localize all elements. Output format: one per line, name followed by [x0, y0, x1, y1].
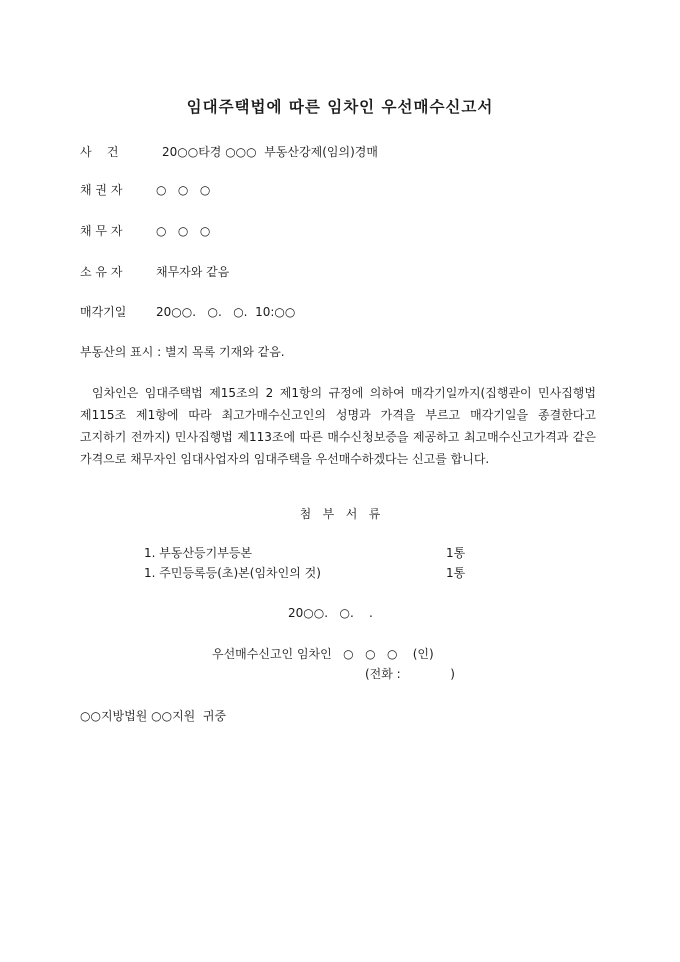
attachment-item-1: 1. 부동산등기부등본 — [144, 546, 253, 560]
attachment-count-2: 1통 — [446, 566, 466, 580]
attachment-item-2: 1. 주민등록등(초)본(임차인의 것) — [144, 566, 321, 580]
case-label: 사 건 — [80, 145, 119, 159]
attachments-heading: 첨 부 서 류 — [299, 507, 381, 521]
declaration-paragraph — [80, 382, 596, 470]
property-description: 부동산의 표시 : 별지 목록 기재와 같음. — [80, 345, 285, 359]
debtor-value: ○ ○ ○ — [156, 224, 211, 238]
creditor-value: ○ ○ ○ — [156, 183, 211, 197]
case-value: 20○○타경 ○○○ 부동산강제(임의)경매 — [162, 145, 378, 159]
attachment-count-1: 1통 — [446, 546, 466, 560]
owner-label: 소 유 자 — [80, 265, 123, 279]
addressee: ○○지방법원 ○○지원 귀중 — [80, 709, 227, 723]
creditor-label: 채 권 자 — [80, 183, 123, 197]
filing-date: 20○○. ○. . — [288, 606, 373, 620]
debtor-label: 채 무 자 — [80, 224, 123, 238]
signer-line: 우선매수신고인 임차인 ○ ○ ○ (인) — [212, 647, 434, 661]
owner-value: 채무자와 같음 — [156, 265, 230, 279]
phone-line: (전화 : ) — [365, 667, 455, 681]
sale-date-value: 20○○. ○. ○. 10:○○ — [156, 305, 296, 319]
sale-date-label: 매각기일 — [80, 305, 127, 319]
declaration-text: 임차인은 임대주택법 제15조의 2 제1항의 규정에 의하여 매각기일까지(집행관이 민사집행법 제115조 제1항에 따라 최고가매수신고인의 성명과 가격을 부르고 매각기일을 종결한다고 고지하기 전까지) 민사집행법 제113조에 따른 매수신청보증을 제공하고 최고매수신고가격과 같은 가격으로 채무자인 임대사업자의 임대주택을 우선매수하겠다는 신고를 합니다. — [80, 386, 596, 466]
document-title: 임대주택법에 따른 임차인 우선매수신고서 — [186, 98, 494, 116]
